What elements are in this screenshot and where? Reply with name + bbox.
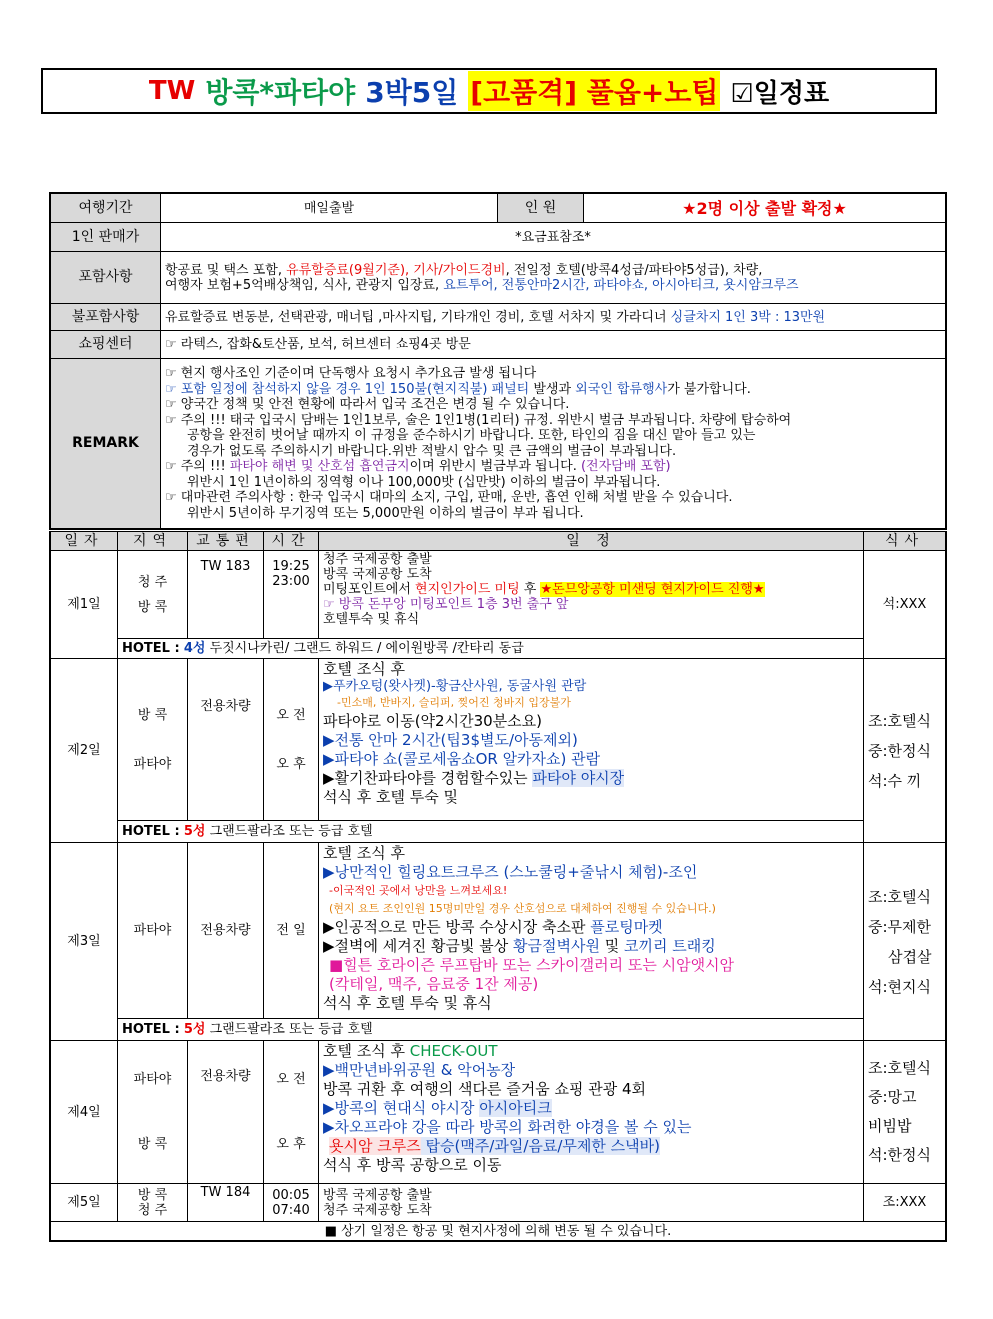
excluded-label: 불포함사항: [51, 304, 161, 331]
day3-hotel: HOTEL : 5성 그랜드팔라조 또는 등급 호텔: [118, 1019, 864, 1041]
price-label: 1인 판매가: [51, 223, 161, 252]
day5-date: 제5일: [51, 1184, 118, 1222]
day3-time: 전 일: [264, 843, 319, 1019]
schedule-table: [49, 531, 947, 1242]
excluded-value: 유료할증료 변동분, 선택관광, 매너팁 ,마사지팁, 기타개인 경비, 호텔 서차지 및 가라디너 싱글차지 1인 3박 : 13만원: [161, 304, 946, 331]
footer-note: ■ 상기 일정은 항공 및 현지사정에 의해 변동 될 수 있습니다.: [51, 1222, 946, 1241]
remark-content: ☞ 현지 행사조인 기준이며 단독행사 요청시 추가요금 발생 됩니다 ☞ 포함 일정에 참석하지 않을 경우 1인 150불(현지직불) 패널티 발생과 외국인 합류행사가 불가합니다. ☞ 양국간 정책 및 안전 현황에 따라서 입국 조건은 변경 될 수 있습니다. ☞ 주의 !!! 태국 입국시 담배는 1인1보루, 술은 1인1병(1리터) 규정. 위반시 벌금 부과됩니다. 차량에 탑승하여 공항을 완전히 벗어날 때까지 이 규정을 준수하시기 바랍니다. 또한, 타인의 짐을 대신 맡아 들고 있는 경우가 없도록 주의하시기 바랍니다.위반 적발시 압수 및 큰 금액의 벌금이 부과됩니다. ☞ 주의 !!! 파타야 해변 및 산호섬 흡연금지이며 위반시 벌금부과 됩니다. (전자담배 포함) 위반시 1인 1년이하의 징역형 이나 100,000밧 (십만밧) 이하의 벌금이 부과됩니다. ☞ 대마관련 주의사항 : 한국 입국시 대마의 소지, 구입, 판매, 운반, 흡연 인해 처벌 받을 수 있습니다. 위반시 5년이하 무기징역 또는 5,000만원 이하의 벌금이 부과 됩니다.: [161, 359, 946, 529]
day4-itinerary: 호텔 조식 후 CHECK-OUT ▶백만년바위공원 & 악어농장 방콕 귀환 후 여행의 색다른 즐거움 쇼핑 관광 4회 ▶방콕의 현대식 야시장 아시아티크 ▶차오프라야 강을 따라 방콕의 화려한 야경을 볼 수 있는 욧시암 크루즈 탑승(맥주/과일/음료/무제한 스낵바) 석식 후 방콕 공항으로 이동: [319, 1041, 864, 1184]
people-label: 인 원: [498, 194, 584, 223]
day4-region: 파타야 방 콕: [118, 1041, 188, 1184]
header-itinerary: 일 정: [319, 532, 864, 551]
day3-date: 제3일: [51, 843, 118, 1041]
info-table: [49, 192, 947, 530]
day1-time: 19:25 23:00: [264, 551, 319, 639]
day4-time: 오 전 오 후: [264, 1041, 319, 1184]
title-grade: [고품격] 풀옵+노팁: [468, 71, 720, 111]
header-region: 지역: [118, 532, 188, 551]
people-value: ★2명 이상 출발 확정★: [584, 194, 946, 223]
title-duration: 3박5일: [365, 76, 459, 109]
day2-date: 제2일: [51, 659, 118, 843]
price-value: *요금표참조*: [161, 223, 946, 252]
day5-itinerary: 방콕 국제공항 출발 청주 국제공항 도착: [319, 1184, 864, 1222]
included-value: 항공료 및 택스 포함, 유류할증료(9월기준), 기사/가이드경비, 전일정 호텔(방콕4성급/파타야5성급), 차량, 여행자 보험+5억배상책임, 식사, 관광지 입장료, 요트투어, 전통안마2시간, 파타야쇼, 아시아티크, 욧시암크루즈: [161, 252, 946, 304]
day3-meal: 조:호텔식 중:무제한 삼겹살 석:현지식: [864, 843, 946, 1041]
day1-hotel: HOTEL : 4성 두짓시나카린/ 그랜드 하워드 / 에이원방콕 /칸타리 동급: [118, 639, 864, 659]
day5-meal: 조:XXX: [864, 1184, 946, 1222]
header-meal: 식사: [864, 532, 946, 551]
shopping-label: 쇼핑센터: [51, 331, 161, 359]
period-value: 매일출발: [161, 194, 498, 223]
day4-transport: 전용차량: [188, 1041, 264, 1184]
day5-transport: TW 184: [188, 1184, 264, 1222]
header-date: 일자: [51, 532, 118, 551]
day1-itinerary: 청주 국제공항 출발 방콕 국제공항 도착 미팅포인트에서 현지인가이드 미팅 후 ★돈므앙공항 미샌딩 현지가이드 진행★ ☞ 방콕 돈무앙 미팅포인트 1층 3번 출구 앞 호텔투숙 및 휴식: [319, 551, 864, 639]
day2-region: 방 콕 파타야: [118, 659, 188, 821]
day2-itinerary: 호텔 조식 후 ▶푸카오텅(왓사켓)-황금산사원, 동굴사원 관람 -민소매, 반바지, 슬리퍼, 찢어진 청바지 입장불가 파타야로 이동(약2시간30분소요) ▶전통 안마 2시간(팁3$별도/아동제외) ▶파타야 쇼(콜로세움쇼OR 알카자쇼) 관람 ▶활기찬파타야를 경험할수있는 파타야 야시장 석식 후 호텔 투숙 및: [319, 659, 864, 821]
day1-date: 제1일: [51, 551, 118, 659]
document-title: [41, 68, 937, 114]
day1-region: 청 주 방 콕: [118, 551, 188, 639]
title-prefix: TW: [148, 76, 196, 106]
header-time: 시간: [264, 532, 319, 551]
remark-label: REMARK: [51, 359, 161, 529]
day3-transport: 전용차량: [188, 843, 264, 1019]
period-label: 여행기간: [51, 194, 161, 223]
title-suffix: ☑일정표: [730, 78, 830, 109]
day1-meal: 석:XXX: [864, 551, 946, 659]
day3-itinerary: 호텔 조식 후 ▶낭만적인 힐링요트크루즈 (스노쿨링+줄낚시 체험)-조인 -이국적인 곳에서 낭만을 느껴보세요! (현지 요트 조인인원 15명미만일 경우 산호섬으로 대체하여 진행될 수 있습니다.) ▶인공적으로 만든 방콕 수상시장 축소판 플로팅마켓 ▶절벽에 세겨진 황금빛 불상 황금절벽사원 및 코끼리 트래킹 ■힐튼 호라이즌 루프탑바 또는 스카이갤러리 또는 시암앳시암 (칵테일, 맥주, 음료중 1잔 제공) 석식 후 호텔 투숙 및 휴식: [319, 843, 864, 1019]
included-label: 포함사항: [51, 252, 161, 304]
day1-transport: TW 183: [188, 551, 264, 639]
day5-region: 방 콕 청 주: [118, 1184, 188, 1222]
day2-time: 오 전 오 후: [264, 659, 319, 821]
header-transport: 교통편: [188, 532, 264, 551]
title-destination: 방콕*파타야: [205, 76, 356, 109]
day5-time: 00:05 07:40: [264, 1184, 319, 1222]
day2-transport: 전용차량: [188, 659, 264, 821]
day4-date: 제4일: [51, 1041, 118, 1184]
shopping-value: ☞ 라텍스, 잡화&토산품, 보석, 허브센터 쇼핑4곳 방문: [161, 331, 946, 359]
day2-hotel: HOTEL : 5성 그랜드팔라조 또는 등급 호텔: [118, 821, 864, 843]
day3-region: 파타야: [118, 843, 188, 1019]
day2-meal: 조:호텔식 중:한정식 석:수 끼: [864, 659, 946, 843]
day4-meal: 조:호텔식 중:망고 비빔밥 석:한정식: [864, 1041, 946, 1184]
